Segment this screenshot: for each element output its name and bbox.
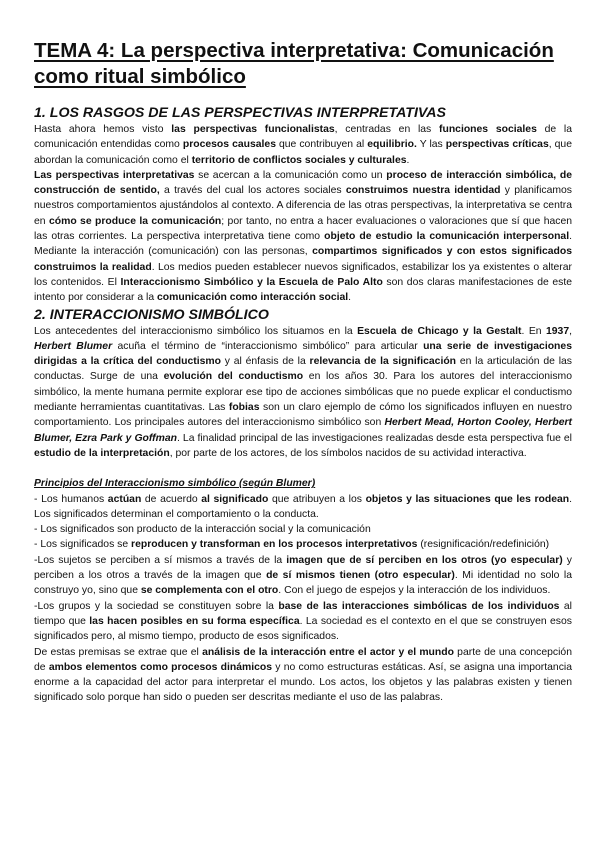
bold-text: base de las interacciones simbólicas de los individuos <box>278 600 560 612</box>
text-run: son dos claras manifestaciones de este intento por considerar a la <box>34 276 573 304</box>
text-run: en la articulación de las conductas. Surge de una <box>34 356 572 383</box>
principle-item <box>34 537 572 552</box>
text-run: . <box>406 154 410 166</box>
bold-text: fobias <box>228 402 260 414</box>
bold-text: objetos y las situaciones que les rodean <box>365 493 570 505</box>
bold-text: Herbert Blumer <box>34 340 113 352</box>
bold-text: actúan <box>107 493 142 505</box>
bold-text: Interaccionismo Simbólico y la Escuela de Palo Alto <box>120 276 383 288</box>
bold-text: Escuela de Chicago y la Gestalt <box>357 325 522 337</box>
bold-text: procesos causales <box>182 139 276 151</box>
section-2-final-paragraph <box>34 645 572 706</box>
bold-text: equilibrio. <box>367 139 417 151</box>
bold-text: 1937 <box>546 325 570 337</box>
text-run: . Mi identidad no solo la construyo yo, sino que <box>34 570 572 597</box>
document-title: TEMA 4: La perspectiva interpretativa: Comunicación como ritual simbólico <box>34 39 554 88</box>
principle-item <box>34 599 572 645</box>
text-run: . Los medios pueden establecer nuevos significados, estabilizar los ya existentes o alterar los contenidos. El <box>34 261 572 288</box>
section-1-paragraph-2 <box>34 168 572 306</box>
bold-text: imagen que de sí perciben en los otros (yo especular) <box>286 554 563 566</box>
text-run: . <box>348 292 352 304</box>
bold-text: territorio de conflictos sociales y culturales <box>191 154 407 166</box>
text-run: - Los significados son producto de la interacción social y la comunicación <box>34 524 371 536</box>
bold-text: funciones sociales <box>439 124 537 135</box>
text-run: se acercan a la comunicación como un <box>194 169 387 181</box>
bold-text: estudio de la interpretación <box>34 447 170 459</box>
bold-text: Herbert Mead, Horton Cooley, Herbert Blumer, Ezra Park y Goffman <box>34 417 572 444</box>
text-run: . Con el juego de espejos y la interacción de los individuos. <box>278 585 551 597</box>
text-run: . La finalidad principal de las investigaciones realizadas desde esta perspectiva fue el <box>177 432 572 444</box>
bold-text: ambos elementos como procesos dinámicos <box>48 661 273 673</box>
text-run: de la comunicación entendidas como <box>34 124 573 151</box>
text-run: y no como estructuras estáticas. Así, se asigna una importancia enorme a la capacidad del actor para interpretar el mundo. Los actos, los objetos y las palabras existen y tienen significado solo porque han sido o pueden ser descritas mediante el uso de las palabras. <box>34 661 572 704</box>
text-run: Y las <box>416 139 446 151</box>
text-run: y perciben a los otros a través de la imagen que <box>34 554 572 582</box>
text-run: . En <box>521 325 546 337</box>
principle-item <box>34 553 572 599</box>
text-run: -Los sujetos se perciben a sí mismos a través de la <box>34 554 287 566</box>
text-run: (resignificación/redefinición) <box>417 539 550 551</box>
text-run: , por parte de los actores, de los símbolos nacidos de su actividad interactiva. <box>169 447 527 459</box>
bold-text: al significado <box>201 493 269 505</box>
text-run: en los años 30. Para los autores del interaccionismo simbólico, la mente humana permite explorar ese tipo de acciones simbólicas que no puede explicar el conductismo mediante herramientas cuantitativas. Las <box>34 371 572 414</box>
bold-text: compartimos significados y con estos significados construimos la realidad <box>34 246 572 273</box>
text-run: que atribuyen a los <box>268 493 366 505</box>
bold-text: Las perspectivas interpretativas <box>34 169 195 181</box>
text-run: . Mediante la interacción (comunicación) con las personas, <box>34 231 572 258</box>
text-run: parte de una concepción de <box>34 646 572 673</box>
text-run: Los antecedentes del interaccionismo simbólico los situamos en la <box>34 325 358 337</box>
text-run: , centradas en las <box>334 124 440 135</box>
bold-text: reproducen y transforman en los procesos interpretativos <box>131 539 418 551</box>
text-run: acuña el término de “interaccionismo simbólico” para articular <box>112 340 424 352</box>
bold-text: construimos nuestra identidad <box>345 185 501 197</box>
text-run: ; por tanto, no entra a hacer evaluaciones o valoraciones que sí que hacen las otras corrientes. La perspectiva interpretativa tiene como <box>34 215 573 243</box>
section-2-heading: 2. INTERACCIONISMO SIMBÓLICO <box>34 306 269 323</box>
section-2-paragraph-1 <box>34 324 572 462</box>
text-run: -Los grupos y la sociedad se constituyen sobre la <box>34 600 279 612</box>
bold-text: de sí mismos tienen (otro especular) <box>266 570 455 582</box>
section-1-paragraph-1 <box>34 122 572 168</box>
bold-text: análisis de la interacción entre el actor y el mundo <box>202 646 454 658</box>
text-run: son un claro ejemplo de cómo los significados influyen en nuestro comportamiento. Los principales autores del interaccionismo simbólico son <box>34 402 572 429</box>
text-run: Hasta ahora hemos visto <box>34 124 172 135</box>
bold-text: se complementa con el otro <box>140 585 279 597</box>
principle-item <box>34 492 572 523</box>
text-run: , que abordan la comunicación como el <box>34 139 572 166</box>
section-1-heading: 1. LOS RASGOS DE LAS PERSPECTIVAS INTERPRETATIVAS <box>34 105 447 121</box>
text-run: al tiempo que <box>34 600 572 627</box>
text-run: . Los significados determinan el comportamiento o la conducta. <box>34 493 573 520</box>
bold-text: una serie de investigaciones dirigidas a la crítica del conductismo <box>34 340 572 368</box>
principles-heading: Principios del Interaccionismo simbólico (según Blumer) <box>34 478 316 490</box>
text-run: - Los significados se <box>34 539 132 551</box>
principle-item <box>34 522 572 537</box>
text-run: y planificamos nuestros comportamientos ajustándolos al contexto. A diferencia de las otras perspectivas, la interpretativa se centra en <box>34 185 572 227</box>
principles-list <box>34 492 572 645</box>
text-run: , <box>569 325 573 337</box>
text-run: que contribuyen al <box>275 139 368 151</box>
bold-text: las hacen posibles en su forma específica <box>89 615 300 627</box>
bold-text: perspectivas críticas <box>445 139 549 151</box>
bold-text: evolución del conductismo <box>163 371 304 383</box>
bold-text: comunicación como interacción social <box>157 292 349 304</box>
text-run: - Los humanos <box>34 493 108 505</box>
bold-text: cómo se produce la comunicación <box>48 215 222 227</box>
bold-text: relevancia de la significación <box>309 356 457 368</box>
text-run: y al énfasis de la <box>220 356 310 368</box>
text-run: . La sociedad es el contexto en el que se construyen esos significados pero, al mismo tiempo, producto de esos significados. <box>34 615 572 643</box>
text-run: De estas premisas se extrae que el <box>34 646 203 658</box>
text-run: de acuerdo <box>141 493 202 505</box>
text-run: a través del cual los actores sociales <box>159 185 346 197</box>
bold-text: objeto de estudio la comunicación interpersonal <box>324 231 570 243</box>
bold-text: las perspectivas funcionalistas <box>171 124 335 135</box>
bold-text: proceso de interacción simbólica, de construcción de sentido, <box>34 169 572 197</box>
